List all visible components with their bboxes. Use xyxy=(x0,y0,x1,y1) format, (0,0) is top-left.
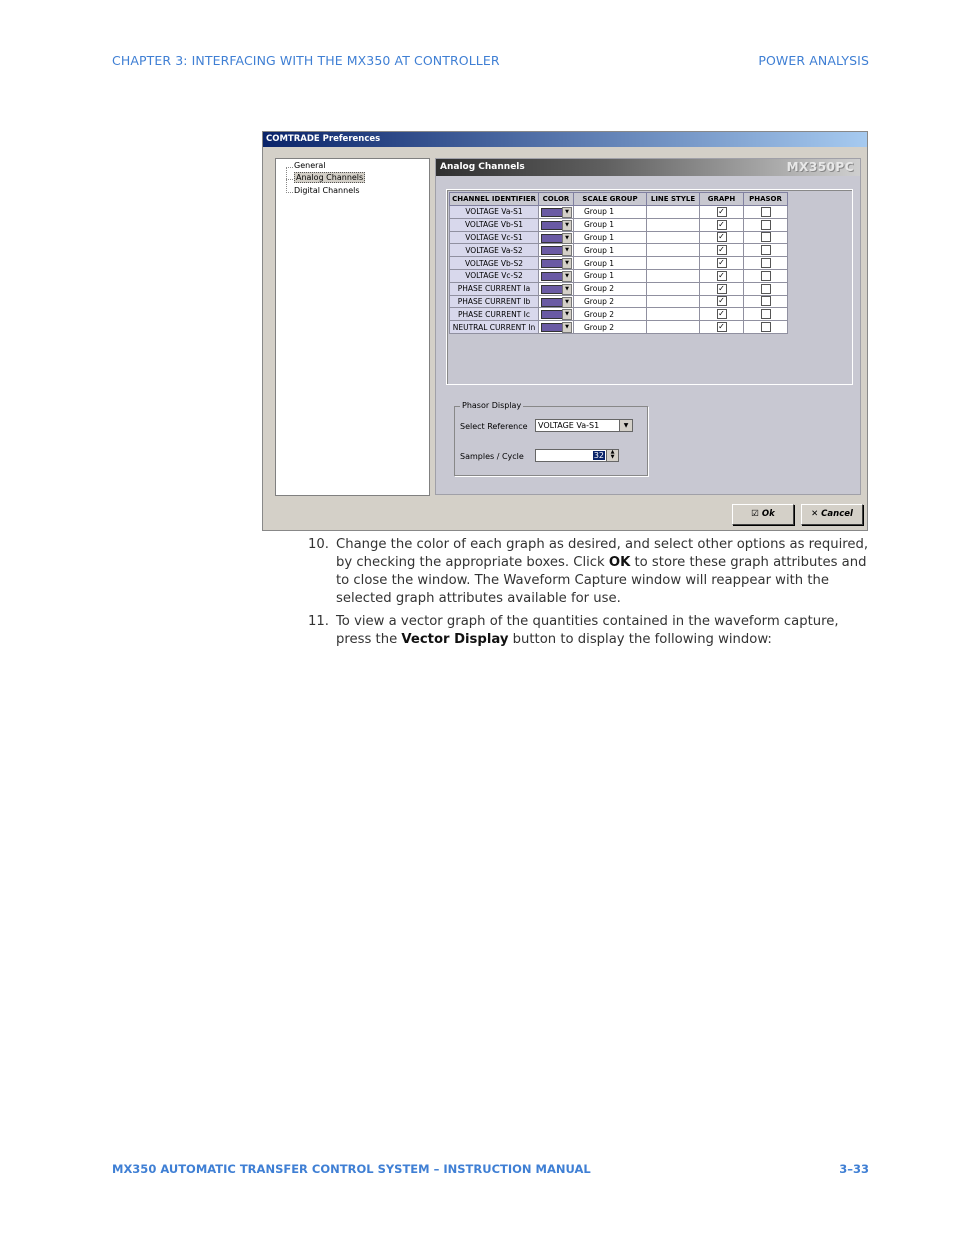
table-row xyxy=(450,282,788,295)
analog-channels-panel xyxy=(435,158,861,495)
line-style-cell[interactable] xyxy=(647,218,700,231)
phasor-cell xyxy=(744,218,788,231)
color-picker[interactable] xyxy=(539,269,574,282)
phasor-cell xyxy=(744,321,788,334)
phasor-checkbox[interactable] xyxy=(761,220,771,230)
graph-checkbox[interactable]: ✓ xyxy=(718,206,725,216)
channel-identifier: PHASE CURRENT Ic xyxy=(450,308,539,321)
channel-grid-area xyxy=(446,189,853,385)
table-row xyxy=(450,321,788,334)
line-style-cell[interactable] xyxy=(647,282,700,295)
color-swatch xyxy=(541,221,563,230)
chevron-down-icon[interactable]: ▼ xyxy=(619,420,632,431)
phasor-checkbox[interactable] xyxy=(761,271,771,281)
scale-group-cell[interactable]: Group 2 xyxy=(574,308,647,321)
graph-checkbox[interactable]: ✓ xyxy=(718,270,725,280)
scale-group-cell[interactable]: Group 1 xyxy=(574,269,647,282)
table-row xyxy=(450,244,788,257)
graph-cell xyxy=(700,231,744,244)
cancel-button[interactable] xyxy=(801,504,863,525)
chevron-down-icon[interactable]: ▼ xyxy=(562,207,572,218)
section-header: POWER ANALYSIS xyxy=(758,53,869,68)
phasor-display-group xyxy=(454,401,648,476)
scale-group-cell[interactable]: Group 1 xyxy=(574,206,647,219)
channel-identifier: VOLTAGE Vb-S1 xyxy=(450,218,539,231)
tree-connector xyxy=(286,179,293,180)
chevron-down-icon[interactable]: ▼ xyxy=(562,220,572,231)
phasor-checkbox[interactable] xyxy=(761,322,771,332)
step-text: Change the color of each graph as desired, and select other options as required, by checking the appropriate boxes. Click xyxy=(336,537,869,570)
graph-cell xyxy=(700,282,744,295)
line-style-cell[interactable] xyxy=(647,206,700,219)
graph-cell xyxy=(700,244,744,257)
col-phasor: PHASOR xyxy=(744,193,788,206)
page-number: 3–33 xyxy=(839,1162,869,1176)
phasor-checkbox[interactable] xyxy=(761,296,771,306)
step-number: 11. xyxy=(308,614,329,629)
step-bold-term: OK xyxy=(608,555,631,570)
phasor-cell xyxy=(744,269,788,282)
step-item xyxy=(308,613,874,649)
dialog-titlebar: COMTRADE Preferences xyxy=(263,132,867,147)
table-row xyxy=(450,257,788,270)
tree-connector xyxy=(286,192,293,193)
graph-cell xyxy=(700,321,744,334)
phasor-cell xyxy=(744,282,788,295)
graph-checkbox[interactable]: ✓ xyxy=(718,309,725,319)
graph-checkbox[interactable]: ✓ xyxy=(718,219,725,229)
line-style-cell[interactable] xyxy=(647,257,700,270)
phasor-cell xyxy=(744,257,788,270)
color-picker[interactable] xyxy=(539,218,574,231)
graph-checkbox[interactable]: ✓ xyxy=(718,245,725,255)
color-swatch xyxy=(541,246,563,255)
phasor-checkbox[interactable] xyxy=(761,245,771,255)
tree-item-analog-channels[interactable]: Analog Channels xyxy=(296,173,364,182)
color-picker[interactable] xyxy=(539,257,574,270)
channel-identifier: VOLTAGE Vc-S1 xyxy=(450,231,539,244)
col-graph: GRAPH xyxy=(700,193,744,206)
chevron-down-icon[interactable]: ▼ xyxy=(562,309,572,320)
graph-cell xyxy=(700,308,744,321)
chevron-down-icon[interactable]: ▼ xyxy=(562,233,572,244)
table-row xyxy=(450,206,788,219)
color-picker[interactable] xyxy=(539,295,574,308)
color-swatch xyxy=(541,272,563,281)
col-scale-group: SCALE GROUP xyxy=(574,193,647,206)
phasor-cell xyxy=(744,231,788,244)
graph-cell xyxy=(700,257,744,270)
line-style-cell[interactable] xyxy=(647,308,700,321)
chevron-down-icon[interactable]: ▼ xyxy=(562,271,572,282)
table-row xyxy=(450,231,788,244)
close-icon: ✕ xyxy=(811,509,819,519)
step-text: To view a vector graph of the quantities contained in the waveform capture, press the xyxy=(336,614,839,647)
phasor-cell xyxy=(744,295,788,308)
tree-item-digital-channels[interactable]: Digital Channels xyxy=(294,186,360,195)
phasor-checkbox[interactable] xyxy=(761,309,771,319)
col-line-style: LINE STYLE xyxy=(647,193,700,206)
color-swatch xyxy=(541,285,563,294)
line-style-cell[interactable] xyxy=(647,321,700,334)
channel-identifier: VOLTAGE Vb-S2 xyxy=(450,257,539,270)
scale-group-cell[interactable]: Group 2 xyxy=(574,295,647,308)
phasor-cell xyxy=(744,206,788,219)
instruction-steps xyxy=(308,536,874,654)
channel-identifier: NEUTRAL CURRENT In xyxy=(450,321,539,334)
ok-label: Ok xyxy=(761,509,775,519)
tree-connector xyxy=(286,167,293,168)
preferences-tree xyxy=(275,158,430,496)
color-picker[interactable] xyxy=(539,321,574,334)
chevron-down-icon[interactable]: ▼ xyxy=(562,258,572,269)
step-number: 10. xyxy=(308,537,329,552)
line-style-cell[interactable] xyxy=(647,269,700,282)
scale-group-cell[interactable]: Group 1 xyxy=(574,257,647,270)
phasor-cell xyxy=(744,244,788,257)
line-style-cell[interactable] xyxy=(647,244,700,257)
step-text: button to display the following window: xyxy=(508,632,772,647)
channel-table xyxy=(449,192,788,334)
samples-per-cycle-label: Samples / Cycle xyxy=(460,452,524,461)
phasor-checkbox[interactable] xyxy=(761,258,771,268)
color-picker[interactable] xyxy=(539,244,574,257)
line-style-cell[interactable] xyxy=(647,295,700,308)
select-reference-dropdown[interactable] xyxy=(535,419,633,432)
color-swatch xyxy=(541,310,563,319)
tree-connector xyxy=(286,167,287,193)
phasor-cell xyxy=(744,308,788,321)
graph-cell xyxy=(700,295,744,308)
table-row xyxy=(450,269,788,282)
cancel-label: Cancel xyxy=(821,509,853,519)
color-swatch xyxy=(541,234,563,243)
color-picker[interactable] xyxy=(539,282,574,295)
color-swatch xyxy=(541,208,563,217)
manual-footer-title: MX350 AUTOMATIC TRANSFER CONTROL SYSTEM – INSTRUCTION MANUAL xyxy=(112,1162,591,1176)
step-bold-term: Vector Display xyxy=(401,632,509,647)
panel-title: Analog Channels xyxy=(440,162,525,172)
scale-group-cell[interactable]: Group 1 xyxy=(574,244,647,257)
channel-identifier: VOLTAGE Va-S1 xyxy=(450,206,539,219)
step-item xyxy=(308,536,874,608)
comtrade-preferences-dialog xyxy=(262,131,868,531)
graph-checkbox[interactable]: ✓ xyxy=(718,322,725,332)
panel-header xyxy=(436,159,860,176)
samples-per-cycle-value: 32 xyxy=(593,451,604,460)
channel-identifier: VOLTAGE Va-S2 xyxy=(450,244,539,257)
select-reference-value: VOLTAGE Va-S1 xyxy=(538,421,600,430)
chevron-down-icon[interactable]: ▼ xyxy=(562,297,572,308)
color-swatch xyxy=(541,259,563,268)
phasor-checkbox[interactable] xyxy=(761,284,771,294)
line-style-cell[interactable] xyxy=(647,231,700,244)
scale-group-cell[interactable]: Group 1 xyxy=(574,231,647,244)
chevron-down-icon[interactable]: ▼ xyxy=(562,322,572,333)
graph-checkbox[interactable]: ✓ xyxy=(718,283,725,293)
col-channel-identifier: CHANNEL IDENTIFIER xyxy=(450,193,539,206)
scale-group-cell[interactable]: Group 1 xyxy=(574,218,647,231)
col-color: COLOR xyxy=(539,193,574,206)
tree-item-general[interactable]: General xyxy=(294,161,326,170)
graph-cell xyxy=(700,206,744,219)
samples-per-cycle-stepper[interactable] xyxy=(535,449,619,462)
graph-cell xyxy=(700,269,744,282)
color-swatch xyxy=(541,323,563,332)
chapter-header: CHAPTER 3: INTERFACING WITH THE MX350 AT CONTROLLER xyxy=(112,53,500,68)
graph-checkbox[interactable]: ✓ xyxy=(718,232,725,242)
spin-arrows-icon[interactable]: ▲ ▼ xyxy=(606,450,618,461)
table-row xyxy=(450,308,788,321)
color-picker[interactable] xyxy=(539,308,574,321)
check-icon: ☑ xyxy=(751,509,759,519)
channel-identifier: VOLTAGE Vc-S2 xyxy=(450,269,539,282)
phasor-display-legend: Phasor Display xyxy=(462,401,522,410)
brand-logo: MX350PC xyxy=(786,160,854,174)
phasor-checkbox[interactable] xyxy=(761,232,771,242)
chevron-down-icon[interactable]: ▼ xyxy=(562,245,572,256)
graph-cell xyxy=(700,218,744,231)
scale-group-cell[interactable]: Group 2 xyxy=(574,321,647,334)
select-reference-label: Select Reference xyxy=(460,422,528,431)
graph-checkbox[interactable]: ✓ xyxy=(718,296,725,306)
table-row xyxy=(450,218,788,231)
color-swatch xyxy=(541,298,563,307)
chevron-down-icon[interactable]: ▼ xyxy=(562,284,572,295)
channel-identifier: PHASE CURRENT Ib xyxy=(450,295,539,308)
phasor-checkbox[interactable] xyxy=(761,207,771,217)
color-picker[interactable] xyxy=(539,206,574,219)
color-picker[interactable] xyxy=(539,231,574,244)
graph-checkbox[interactable]: ✓ xyxy=(718,258,725,268)
ok-button[interactable] xyxy=(732,504,794,525)
channel-identifier: PHASE CURRENT Ia xyxy=(450,282,539,295)
scale-group-cell[interactable]: Group 2 xyxy=(574,282,647,295)
table-row xyxy=(450,295,788,308)
step-text: to store these graph attributes and to close the window. The Waveform Capture window will reappear with the selected graph attributes available for use. xyxy=(336,555,867,606)
